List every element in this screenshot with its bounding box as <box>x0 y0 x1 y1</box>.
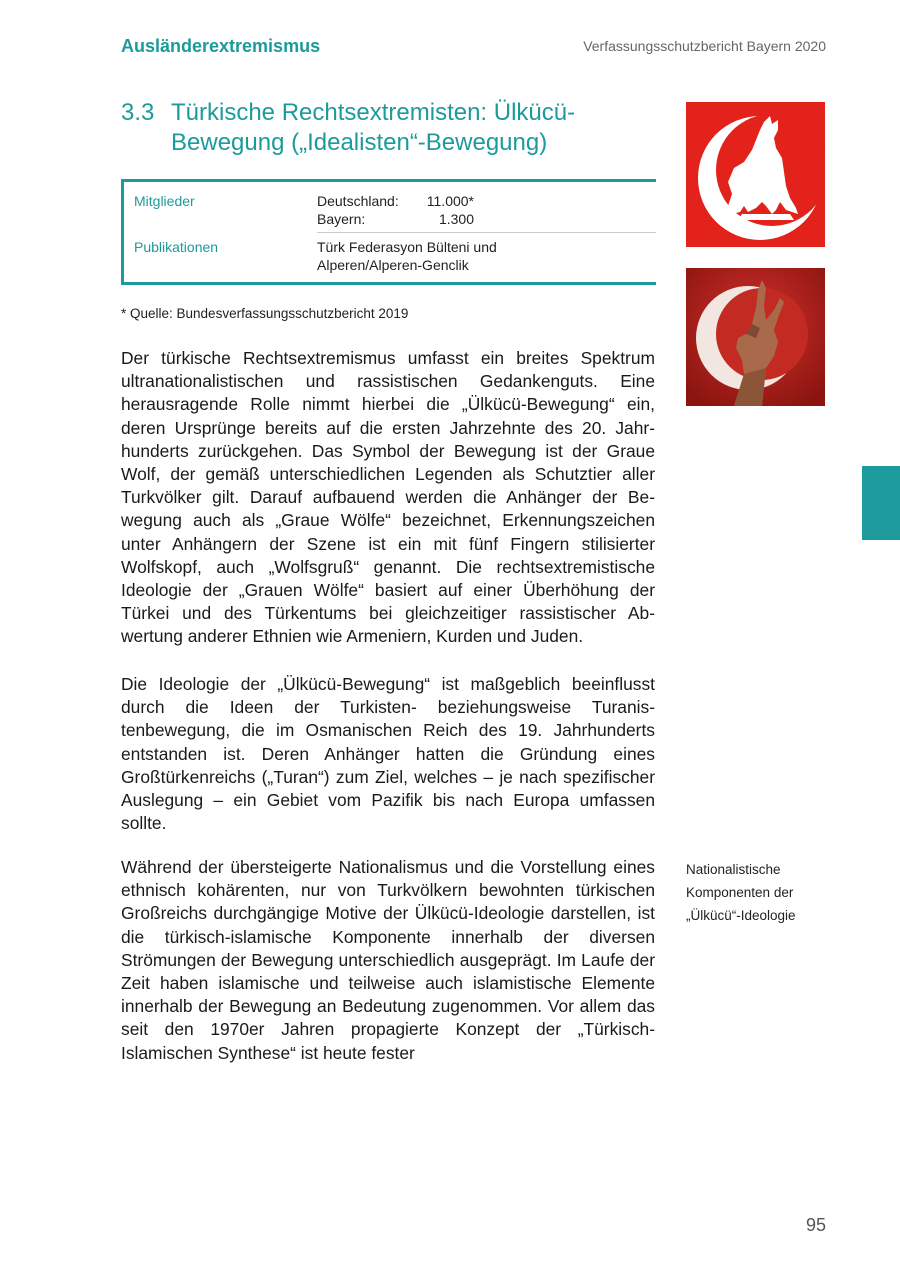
section-title-line-1: Türkische Rechtsextremisten: Ülkücü- <box>171 99 576 126</box>
fact-row-members <box>134 192 656 232</box>
members-bavaria-count: 1.300 <box>438 211 474 227</box>
body-paragraph-1: Der türkische Rechtsextremismus umfasst ein breites Spektrum ultranationalistischen und rassistischen Gedankenguts. Eine herausragende Rolle nimmt hierbei die „Ülkücü-Bewegung“ ein, deren Ursprünge bereits auf die ersten Jahrzehnte des 20. Jahrhunderts zurückgehen. Das Symbol der Bewegung ist der Graue Wolf, der gemäß unterschiedlichen Legenden als Schutztier aller Turkvölker gilt. Darauf aufbauend werden die Anhänger der Bewegung auch als „Graue Wölfe“ bezeichnet, Erkennungszeichen unter Anhängern der Szene ist ein mit fünf Fingern stilisierter Wolfskopf, auch „Wolfsgruß“ genannt. Die rechtsextremistische Ideologie der „Grauen Wölfe“ basiert auf einer Überhöhung der Türkei und des Türkentums bei gleichzeitiger rassistischer Abwertung anderer Ethnien wie Armeniern, Kurden und Juden. <box>121 348 655 647</box>
section-title-line-2: Bewegung („Idealisten“-Bewegung) <box>171 129 548 156</box>
publications-values <box>317 238 497 274</box>
wolf-crescent-icon <box>686 102 825 247</box>
members-bavaria <box>317 210 474 228</box>
chapter-thumb-tab <box>862 466 900 540</box>
running-head-publication: Verfassungsschutzbericht Bayern 2020 <box>583 38 826 54</box>
section-number: 3.3 <box>121 99 155 126</box>
body-paragraph-2: Die Ideologie der „Ülkücü-Bewegung“ ist maßgeblich beeinflusst durch die Ideen der Turkisten- beziehungsweise Turanistenbewegung, die im Osmanischen Reich des 19. Jahrhunderts entstanden ist. Deren Anhänger hatten die Gründung eines Großtürkenreichs („Turan“) zum Ziel, welches – je nach spezifischer Auslegung – ein Gebiet vom Pazifik bis nach Europa umfassen sollte. <box>121 674 655 834</box>
margin-note-line-2: Komponenten der <box>686 885 794 900</box>
members-label: Mitglieder <box>134 193 195 209</box>
grey-wolf-emblem-image <box>686 102 825 247</box>
page-number: 95 <box>805 1215 826 1235</box>
members-bavaria-region: Bayern: <box>317 211 366 227</box>
members-germany-region: Deutschland: <box>317 193 399 209</box>
wolf-salute-photo <box>686 268 825 406</box>
margin-note-line-3: „Ülkücü“-Ideologie <box>686 908 796 923</box>
margin-note-line-1: Nationalistische <box>686 862 781 877</box>
footnote: * Quelle: Bundesverfassungsschutzbericht 2019 <box>121 306 409 321</box>
members-germany-count: 11.000* <box>426 193 474 209</box>
wolf-salute-hand-icon <box>686 268 825 406</box>
fact-row-publications <box>134 238 656 278</box>
running-head-chapter: Ausländerextremismus <box>121 36 321 56</box>
body-paragraph-3: Während der übersteigerte Nationalismus und die Vorstellung eines ethnisch kohärenten, nur von Turkvölkern bewohnten türkischen Großreichs durchgängige Motive der Ülkücü-Ideologie darstellen, ist die türkisch-islamische Komponente innerhalb der diversen Strömungen der Bewegung unterschiedlich ausgeprägt. Im Laufe der Zeit haben islamische und teilweise auch islamistische Elemente innerhalb der Bewegung an Bedeutung zugenommen. Vor allem das seit den 1970er Jahren propagierte Konzept der „Türkisch-Islamischen Synthese“ ist heute fester <box>121 857 655 1063</box>
publications-line-1: Türk Federasyon Bülteni und <box>317 239 497 255</box>
members-germany <box>317 192 474 210</box>
publications-line-2: Alperen/Alperen-Genclik <box>317 257 469 273</box>
section-title <box>121 98 641 158</box>
members-values <box>317 192 474 228</box>
fact-box-divider <box>317 232 656 233</box>
fact-box <box>121 179 656 285</box>
publications-label: Publikationen <box>134 239 219 255</box>
margin-note <box>686 858 836 927</box>
